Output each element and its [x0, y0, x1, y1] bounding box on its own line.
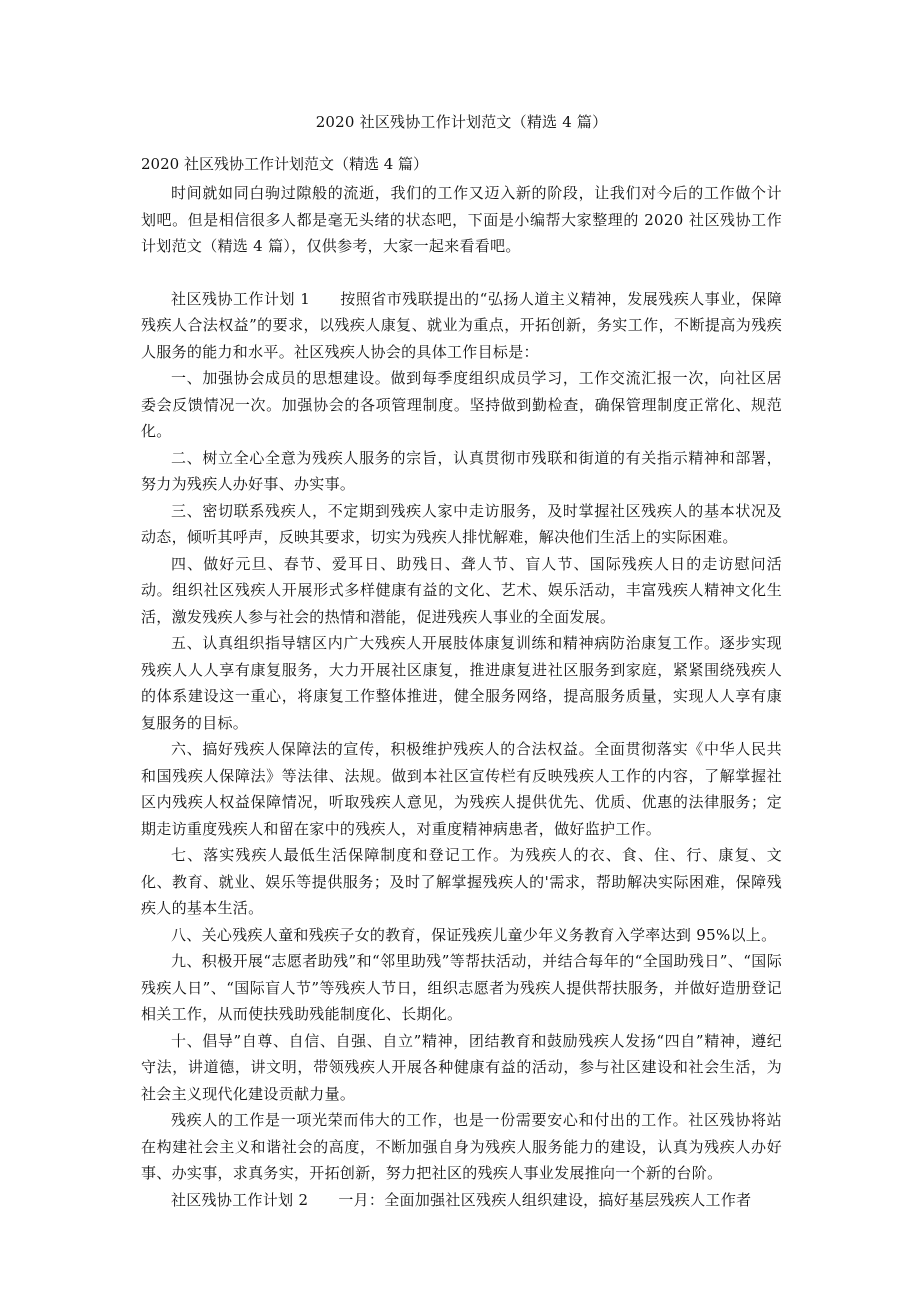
body-paragraph: 一、加强协会成员的思想建设。做到每季度组织成员学习，工作交流汇报一次，向社区居委会反馈情况一次。加强协会的各项管理制度。坚持做到勤检查，确保管理制度正常化、规范化。 — [141, 369, 782, 440]
plan-1-label: 社区残协工作计划 1 — [171, 289, 311, 308]
body-paragraph: 九、积极开展“志愿者助残”和“邻里助残”等帮扶活动，并结合每年的“全国助残日”、“国际残疾人日”、“国际盲人节”等残疾人节日，组织志愿者为残疾人提供帮扶服务，并做好造册登记相关工作，从而使扶残助残能制度化、长期化。 — [141, 952, 782, 1023]
body-paragraph: 二、树立全心全意为残疾人服务的宗旨，认真贯彻市残联和街道的有关指示精神和部署，努力为残疾人办好事、办实事。 — [141, 448, 782, 493]
body-paragraph: 四、做好元旦、春节、爱耳日、助残日、聋人节、盲人节、国际残疾人日的走访慰问活动。组织社区残疾人开展形式多样健康有益的文化、艺术、娱乐活动，丰富残疾人精神文化生活，激发残疾人参与社会的热情和潜能，促进残疾人事业的全面发展。 — [141, 554, 782, 626]
plan-2-label: 社区残协工作计划 2 — [171, 1190, 309, 1209]
section-gap — [141, 260, 782, 286]
body-paragraph: 七、落实残疾人最低生活保障制度和登记工作。为残疾人的衣、食、住、行、康复、文化、教育、就业、娱乐等提供服务；及时了解掌握残疾人的'需求，帮助解决实际困难，保障残疾人的基本生活。 — [141, 846, 782, 917]
intro-paragraph: 时间就如同白驹过隙般的流逝，我们的工作又迈入新的阶段，让我们对今后的工作做个计划吧。但是相信很多人都是毫无头绪的状态吧，下面是小编帮大家整理的 2020 社区残协工作计划范文（精选 4 篇），仅供参考，大家一起来看看吧。 — [141, 184, 782, 255]
document-heading: 2020 社区残协工作计划范文（精选 4 篇） — [141, 155, 429, 173]
plan-1-paragraph — [141, 286, 782, 366]
body-paragraph: 五、认真组织指导辖区内广大残疾人开展肢体康复训练和精神病防治康复工作。逐步实现残疾人人人享有康复服务，大力开展社区康复，推进康复进社区服务到家庭，紧紧围绕残疾人的体系建设这一重心，将康复工作整体推进，健全服务网络，提高服务质量，实现人人享有康复服务的目标。 — [141, 634, 782, 732]
plan-2-paragraph — [141, 1187, 782, 1214]
body-paragraph: 残疾人的工作是一项光荣而伟大的工作，也是一份需要安心和付出的工作。社区残协将站在构建社会主义和谐社会的高度，不断加强自身为残疾人服务能力的建设，认真为残疾人办好事、办实事，求真务实，开拓创新，努力把社区的残疾人事业发展推向一个新的台阶。 — [141, 1111, 782, 1182]
document-title: 2020 社区残协工作计划范文（精选 4 篇） — [315, 113, 608, 131]
plan-1-text: 按照省市残联提出的“弘扬人道主义精神，发展残疾人事业，保障残疾人合法权益”的要求，以残疾人康复、就业为重点，开拓创新，务实工作，不断提高为残疾人服务的能力和水平。社区残疾人协会的具体工作目标是： — [141, 289, 782, 361]
plan-2-text: 一月：全面加强社区残疾人组织建设，搞好基层残疾人工作者 — [338, 1190, 752, 1209]
body-paragraph: 三、密切联系残疾人，不定期到残疾人家中走访服务，及时掌握社区残疾人的基本状况及动态，倾听其呼声，反映其要求，切实为残疾人排忧解难，解决他们生活上的实际困难。 — [141, 501, 782, 546]
body-paragraph: 八、关心残疾人童和残疾子女的教育，保证残疾儿童少年义务教育入学率达到 95%以上。 — [171, 925, 777, 944]
body-paragraph: 六、搞好残疾人保障法的宣传，积极维护残疾人的合法权益。全面贯彻落实《中华人民共和国残疾人保障法》等法律、法规。做到本社区宣传栏有反映残疾人工作的内容，了解掌握社区内残疾人权益保障情况，听取残疾人意见，为残疾人提供优先、优质、优惠的法律服务；定期走访重度残疾人和留在家中的残疾人，对重度精神病患者，做好监护工作。 — [141, 740, 782, 838]
body-paragraph: 十、倡导”自尊、自信、自强、自立”精神，团结教育和鼓励残疾人发扬“四自”精神，遵纪守法，讲道德，讲文明，带领残疾人开展各种健康有益的活动，参与社区建设和社会生活，为社会主义现代化建设贡献力量。 — [141, 1031, 782, 1103]
document-page — [141, 112, 782, 1213]
